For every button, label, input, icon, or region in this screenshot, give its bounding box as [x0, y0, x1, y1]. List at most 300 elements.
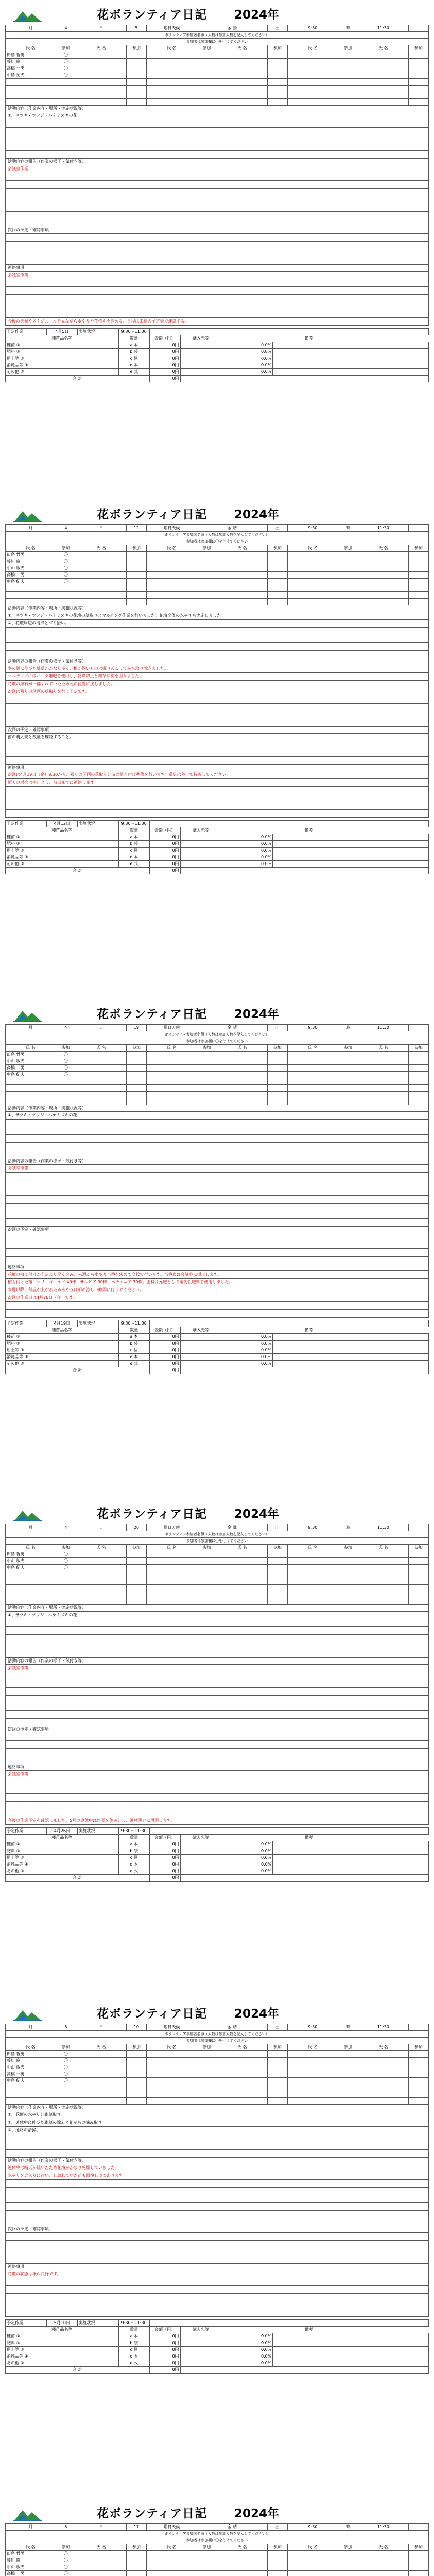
empty-cell	[408, 1052, 428, 1058]
empty-cell	[56, 1571, 76, 1578]
note-line	[6, 1302, 428, 1310]
filler	[180, 2367, 428, 2374]
empty-cell	[6, 1098, 56, 1105]
note-line	[6, 635, 428, 643]
empty-cell	[146, 1551, 197, 1558]
empty-cell	[146, 65, 197, 72]
budget-note	[273, 1861, 429, 1868]
member-name: 田島 哲男	[6, 2551, 56, 2557]
note-line	[6, 1211, 428, 1219]
budget-ratio: 0.0%	[221, 355, 273, 362]
empty-cell	[267, 1565, 287, 1571]
member-name: 高橋 一男	[6, 2571, 56, 2576]
note-line	[6, 204, 428, 212]
note-line	[6, 2188, 428, 2195]
empty-cell	[358, 1078, 408, 1085]
empty-cell	[267, 1072, 287, 1078]
col-header: 参加	[338, 545, 358, 552]
empty-cell	[338, 2571, 358, 2576]
empty-cell	[76, 2051, 126, 2058]
note-line	[6, 2211, 428, 2218]
note-line	[6, 1802, 428, 1809]
budget-item: 種苗 ①	[6, 1334, 119, 1341]
date-label: 月	[6, 2524, 56, 2531]
budget-qty: a 本	[118, 1334, 149, 1341]
empty-cell	[217, 1092, 267, 1098]
budget-qty: e 式	[118, 2360, 149, 2367]
empty-cell	[267, 572, 287, 579]
empty-cell	[408, 99, 428, 106]
note-line	[6, 1127, 428, 1135]
empty-cell	[408, 552, 428, 558]
empty-cell	[338, 99, 358, 106]
budget-note	[273, 362, 429, 369]
member-name: 高橋 一男	[6, 2071, 56, 2078]
empty-cell	[126, 1085, 146, 1092]
empty-cell	[287, 572, 338, 579]
empty-cell	[408, 1571, 428, 1578]
empty-cell	[358, 558, 408, 565]
attendance-mark: 〇	[56, 72, 76, 79]
empty-cell	[358, 1565, 408, 1571]
date-label: 出	[267, 1524, 287, 1531]
col-header: 氏 名	[6, 545, 56, 552]
col-header: 氏 名	[6, 2544, 56, 2551]
col-header: 氏 名	[217, 2544, 267, 2551]
empty-cell	[287, 1078, 338, 1085]
empty-cell	[267, 1065, 287, 1072]
note-line: ①、サツキ・ツツジ・ハナミズキの花	[6, 1112, 428, 1120]
attendance-table	[5, 1024, 429, 1105]
note-line	[6, 2180, 428, 2188]
empty-cell	[358, 2571, 408, 2576]
section-label: 活動内容の報告（作業の様子・気付き等）	[6, 1158, 428, 1165]
empty-cell	[358, 2058, 408, 2064]
empty-cell	[6, 2084, 56, 2091]
empty-cell	[217, 1598, 267, 1605]
note-line: 会議室作業	[6, 1771, 428, 1778]
col-header: 氏 名	[217, 1045, 267, 1052]
budget-yen: 0円	[149, 369, 180, 376]
empty-cell	[197, 2098, 217, 2105]
budget-item: 用土等 ③	[6, 2347, 119, 2353]
budget-note	[273, 1855, 429, 1861]
attendance-table	[5, 1524, 429, 1605]
empty-cell	[217, 2051, 267, 2058]
date-value: 11:30	[358, 2524, 408, 2531]
diary-page	[0, 1999, 434, 2499]
empty-cell	[408, 65, 428, 72]
budget-item: 種苗 ①	[6, 1841, 119, 1848]
empty-cell	[217, 2564, 267, 2571]
empty-cell	[287, 592, 338, 599]
empty-cell	[338, 572, 358, 579]
budget-table	[5, 820, 429, 874]
note-line	[6, 802, 428, 810]
empty-cell	[287, 1085, 338, 1092]
empty-cell	[408, 1551, 428, 1558]
col-header: 参加	[126, 1545, 146, 1551]
date-label: 時	[338, 25, 358, 32]
budget-note	[273, 841, 429, 848]
empty-cell	[217, 1065, 267, 1072]
empty-cell	[287, 2051, 338, 2058]
label: 予定作業	[6, 329, 47, 335]
empty-cell	[197, 52, 217, 59]
note-line	[6, 1680, 428, 1688]
filler	[180, 376, 428, 382]
budget-vendor	[180, 369, 221, 376]
empty-cell	[126, 2557, 146, 2564]
empty-cell	[76, 1092, 126, 1098]
empty-cell	[197, 2551, 217, 2557]
logo-icon	[13, 8, 42, 23]
budget-sum: 0円	[149, 868, 180, 874]
date-label: 時	[338, 2524, 358, 2531]
budget-note	[273, 2360, 429, 2367]
empty-cell	[338, 585, 358, 592]
org-line: ボランティア参加者名簿（人数は参加人数を記入してください）	[6, 32, 429, 39]
empty-cell	[56, 1585, 76, 1591]
note-line: ③、通路の清掃。	[6, 2127, 428, 2134]
section-label: 連絡事項	[6, 1264, 428, 1271]
empty-cell	[338, 2091, 358, 2098]
budget-qty: b 袋	[118, 1848, 149, 1855]
budget-header: 購入先等	[180, 335, 221, 342]
section-label: 活動内容（作業内容・場所・実施状況等）	[6, 1105, 428, 1112]
empty-cell	[217, 79, 267, 86]
date-value: 9:30	[287, 2524, 338, 2531]
date-label: 曜日天候	[146, 1025, 197, 1031]
col-header: 氏 名	[217, 2044, 267, 2051]
budget-item: 肥料 ②	[6, 1341, 119, 1347]
member-name: 中山 敏夫	[6, 565, 56, 572]
section-label: 活動内容の報告（作業の様子・気付き等）	[6, 658, 428, 665]
empty-cell	[126, 1078, 146, 1085]
label: 予定作業	[6, 1320, 47, 1327]
empty-cell	[358, 2051, 408, 2058]
empty-cell	[217, 1058, 267, 1065]
date-value: 12	[126, 525, 146, 532]
empty-cell	[287, 72, 338, 79]
empty-cell	[6, 92, 56, 99]
empty-cell	[126, 92, 146, 99]
col-header: 参加	[197, 45, 217, 52]
empty-cell	[126, 2564, 146, 2571]
empty-cell	[76, 2564, 126, 2571]
bottom-time: 9:30～11:30	[118, 1320, 149, 1327]
note-line: ②、花壇周辺の清掃とゴミ拾い。	[6, 620, 428, 628]
col-header: 参加	[56, 2544, 76, 2551]
empty-cell	[287, 1565, 338, 1571]
budget-qty: b 袋	[118, 841, 149, 848]
empty-cell	[267, 1551, 287, 1558]
empty-cell	[56, 2091, 76, 2098]
note-line	[6, 1173, 428, 1180]
note-line	[6, 1688, 428, 1696]
empty-cell	[6, 1092, 56, 1098]
empty-cell	[287, 1585, 338, 1591]
label: 実施状況	[77, 2320, 118, 2327]
empty-cell	[287, 2571, 338, 2576]
note-line	[6, 287, 428, 295]
empty-cell	[358, 2064, 408, 2071]
note-line	[6, 1627, 428, 1635]
empty-cell	[358, 1098, 408, 1105]
empty-cell	[126, 1585, 146, 1591]
empty-cell	[217, 1078, 267, 1085]
note-line	[6, 1635, 428, 1642]
org-line: 参加者は参加欄に〇を付けてください	[6, 2038, 429, 2044]
col-header: 参加	[267, 1045, 287, 1052]
budget-note	[273, 848, 429, 854]
empty-cell	[358, 565, 408, 572]
member-name: 田島 哲男	[6, 52, 56, 59]
budget-item: その他 ⑤	[6, 369, 119, 376]
empty-cell	[126, 572, 146, 579]
empty-cell	[146, 92, 197, 99]
empty-cell	[197, 1058, 217, 1065]
page-title: 花ボランティア日記	[97, 1008, 207, 1021]
empty-cell	[408, 86, 428, 92]
budget-vendor	[180, 848, 221, 854]
attendance-mark: 〇	[56, 552, 76, 558]
date-value: 9:30	[287, 25, 338, 32]
note-line: ①、サツキ・ツツジ・ハナミズキの花	[6, 112, 428, 120]
col-header: 氏 名	[6, 2044, 56, 2051]
attendance-mark: 〇	[56, 65, 76, 72]
empty-cell	[338, 2064, 358, 2071]
empty-cell	[126, 1558, 146, 1565]
empty-cell	[358, 1558, 408, 1565]
budget-note	[273, 349, 429, 355]
note-line: マルチングにはバーク堆肥を使用し、乾燥防止と雑草抑制を図りました。	[6, 673, 428, 681]
empty-cell	[76, 1591, 126, 1598]
member-name: 藤川 慶	[6, 2557, 56, 2564]
section-label: 次回の予定・確認事項	[6, 1726, 428, 1733]
empty-cell	[197, 1065, 217, 1072]
col-header: 氏 名	[287, 1045, 338, 1052]
empty-cell	[358, 552, 408, 558]
budget-ratio: 0.0%	[221, 1361, 273, 1367]
date-value: 4	[56, 1524, 76, 1531]
notes-block	[5, 106, 429, 326]
budget-vendor	[180, 1855, 221, 1861]
note-line	[6, 741, 428, 749]
empty-cell	[56, 599, 76, 605]
col-header: 氏 名	[76, 545, 126, 552]
empty-cell	[146, 99, 197, 106]
empty-cell	[408, 1058, 428, 1065]
budget-qty: d 本	[118, 854, 149, 861]
empty-cell	[146, 558, 197, 565]
empty-cell	[217, 72, 267, 79]
note-line	[6, 2301, 428, 2309]
note-line	[6, 2203, 428, 2211]
budget-yen: 0円	[149, 1855, 180, 1861]
empty-cell	[126, 1551, 146, 1558]
empty-cell	[287, 2058, 338, 2064]
budget-yen: 0円	[149, 2360, 180, 2367]
note-line	[6, 1650, 428, 1658]
date-label: 月	[6, 525, 56, 532]
date-label: 時	[338, 525, 358, 532]
empty-cell	[56, 1098, 76, 1105]
empty-cell	[338, 2084, 358, 2091]
empty-cell	[56, 1591, 76, 1598]
bottom-date: 4月19日	[46, 1320, 77, 1327]
empty-cell	[287, 1571, 338, 1578]
budget-header: 種苗品名等	[6, 827, 119, 834]
org-line: 参加者は参加欄に〇を付けてください	[6, 39, 429, 45]
empty-cell	[358, 2564, 408, 2571]
bottom-date: 5月10日	[46, 2320, 77, 2327]
empty-cell	[338, 1092, 358, 1098]
empty-cell	[267, 1558, 287, 1565]
empty-cell	[338, 2058, 358, 2064]
budget-vendor	[180, 362, 221, 369]
empty-cell	[287, 558, 338, 565]
budget-item: 種苗 ①	[6, 342, 119, 349]
empty-cell	[217, 2571, 267, 2576]
empty-cell	[287, 579, 338, 585]
budget-ratio: 0.0%	[221, 1341, 273, 1347]
attendance-mark: 〇	[56, 1558, 76, 1565]
note-line	[6, 135, 428, 143]
col-header: 氏 名	[287, 2044, 338, 2051]
budget-item: 肥料 ②	[6, 1848, 119, 1855]
filler	[408, 25, 428, 32]
attendance-table	[5, 524, 429, 605]
date-value: 11:30	[358, 525, 408, 532]
budget-ratio: 0.0%	[221, 861, 273, 868]
empty-cell	[408, 2564, 428, 2571]
date-value: 5	[126, 25, 146, 32]
empty-cell	[6, 599, 56, 605]
empty-cell	[197, 558, 217, 565]
empty-cell	[146, 52, 197, 59]
empty-cell	[338, 2557, 358, 2564]
col-header: 氏 名	[76, 1545, 126, 1551]
attendance-mark: 〇	[56, 2564, 76, 2571]
budget-item: 用土等 ③	[6, 1347, 119, 1354]
section-label: 連絡事項	[6, 1764, 428, 1771]
empty-cell	[146, 1085, 197, 1092]
budget-header: 金額（円）	[149, 1835, 180, 1841]
empty-cell	[126, 2058, 146, 2064]
budget-yen: 0円	[149, 1848, 180, 1855]
empty-cell	[358, 1085, 408, 1092]
budget-note	[273, 1354, 429, 1361]
section-label: 連絡事項	[6, 765, 428, 771]
empty-cell	[197, 599, 217, 605]
date-label: 曜日天候	[146, 1524, 197, 1531]
diary-page	[0, 0, 434, 500]
budget-yen: 0円	[149, 848, 180, 854]
member-name: 高橋 一男	[6, 65, 56, 72]
note-line	[6, 1719, 428, 1726]
budget-note	[273, 2347, 429, 2353]
org-line: ボランティア参加者名簿（人数は参加人数を記入してください）	[6, 2531, 429, 2537]
diary-page	[0, 2499, 434, 2576]
empty-cell	[287, 1065, 338, 1072]
info-line: 今後の作業予定を確認しました。5月の連休中は作業を休みとし、連休明けに再開します。	[6, 1817, 428, 1825]
budget-header: 種苗品名等	[6, 1835, 119, 1841]
col-header: 氏 名	[358, 45, 408, 52]
col-header: 氏 名	[358, 545, 408, 552]
logo-icon	[13, 2007, 42, 2022]
empty-cell	[56, 86, 76, 92]
empty-cell	[408, 1591, 428, 1598]
date-label: 日	[76, 525, 126, 532]
budget-note	[273, 854, 429, 861]
empty-cell	[338, 2078, 358, 2084]
filler	[408, 525, 428, 532]
empty-cell	[287, 79, 338, 86]
attendance-table	[5, 25, 429, 106]
empty-cell	[56, 1078, 76, 1085]
note-line	[6, 189, 428, 196]
org-line: ボランティア参加者名簿（人数は参加人数を記入してください）	[6, 1531, 429, 1538]
empty-cell	[338, 579, 358, 585]
notes-block	[5, 1105, 429, 1318]
empty-cell	[408, 558, 428, 565]
note-line: 花壇の状態は概ね良好です。	[6, 2270, 428, 2278]
empty-cell	[146, 1052, 197, 1058]
note-line	[6, 295, 428, 302]
empty-cell	[358, 2557, 408, 2564]
budget-item: 用土等 ③	[6, 1855, 119, 1861]
empty-cell	[287, 1072, 338, 1078]
empty-cell	[217, 1558, 267, 1565]
budget-qty: a 本	[118, 2333, 149, 2340]
empty-cell	[146, 1585, 197, 1591]
date-value: 4	[56, 1025, 76, 1031]
empty-cell	[126, 72, 146, 79]
note-line	[6, 173, 428, 181]
col-header: 氏 名	[76, 45, 126, 52]
empty-cell	[408, 2071, 428, 2078]
empty-cell	[217, 2557, 267, 2564]
filler	[149, 2320, 428, 2327]
empty-cell	[146, 2051, 197, 2058]
budget-vendor	[180, 1361, 221, 1367]
empty-cell	[358, 72, 408, 79]
empty-cell	[267, 558, 287, 565]
empty-cell	[197, 585, 217, 592]
col-header: 参加	[197, 1045, 217, 1052]
empty-cell	[267, 1571, 287, 1578]
col-header: 参加	[267, 1545, 287, 1551]
empty-cell	[408, 1072, 428, 1078]
empty-cell	[76, 1058, 126, 1065]
empty-cell	[217, 52, 267, 59]
empty-cell	[338, 599, 358, 605]
filler	[180, 1367, 428, 1374]
section-label: 活動内容（作業内容・場所・実施状況等）	[6, 1605, 428, 1612]
empty-cell	[217, 1085, 267, 1092]
note-line: 水やりを念入りに行い、しおれていた苗も回復しつつあります。	[6, 2172, 428, 2180]
empty-cell	[358, 1058, 408, 1065]
budget-ratio: 0.0%	[221, 2347, 273, 2353]
empty-cell	[197, 72, 217, 79]
note-line	[6, 1696, 428, 1703]
col-header: 氏 名	[358, 1545, 408, 1551]
budget-note	[273, 1848, 429, 1855]
budget-header: 数量	[118, 2327, 149, 2333]
empty-cell	[338, 565, 358, 572]
empty-cell	[408, 592, 428, 599]
